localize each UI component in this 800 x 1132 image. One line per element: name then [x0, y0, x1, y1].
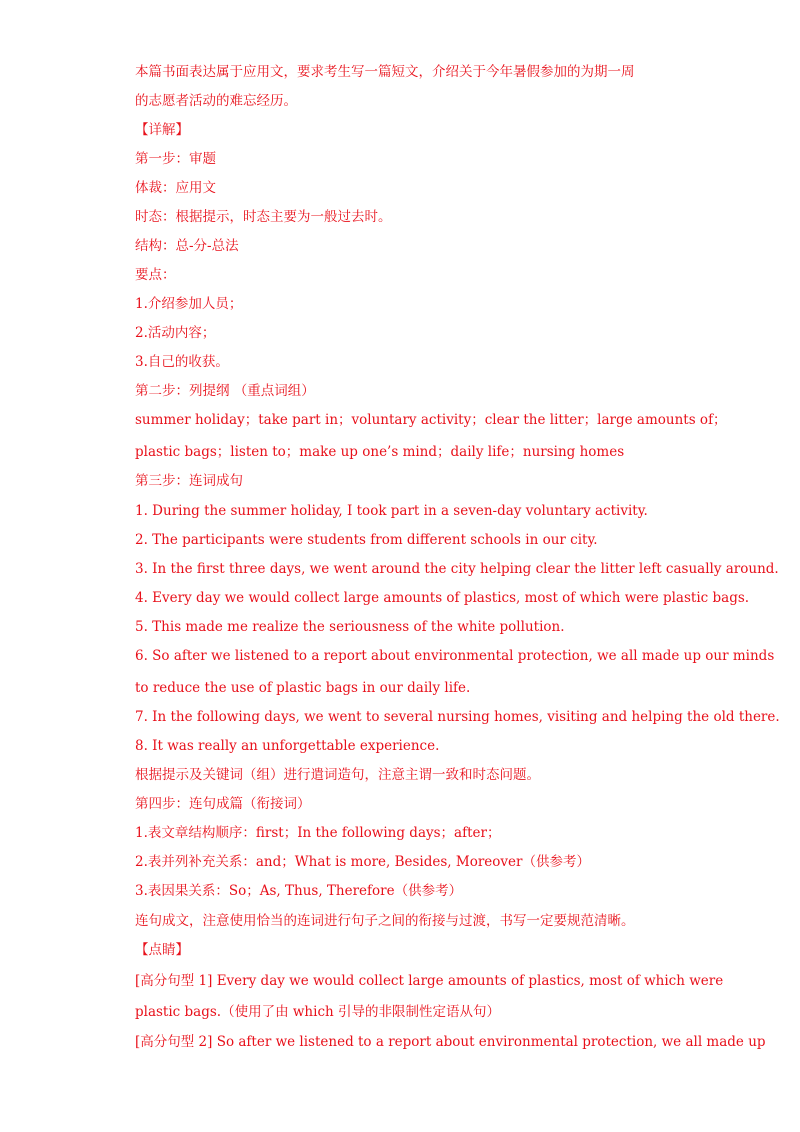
- text-line: 的志愿者活动的难忘经历。: [135, 93, 297, 109]
- text-line: plastic bags；listen to；make up one’s mind；daily life；nursing homes: [135, 444, 625, 460]
- text-line: 本篇书面表达属于应用文，要求考生写一篇短文，介绍关于今年暑假参加的为期一周: [135, 64, 635, 80]
- list-item: 2.活动内容；: [135, 325, 216, 341]
- section-heading: 【点睛】: [135, 942, 189, 958]
- text-line: 根据提示及关键词（组）进行遣词造句，注意主谓一致和时态问题。: [135, 767, 540, 783]
- list-item: 1.介绍参加人员；: [135, 296, 243, 312]
- text-line: [高分句型 1] Every day we would collect large amounts of plastics, most of which were: [135, 973, 724, 989]
- text-line: [高分句型 2] So after we listened to a report about environmental protection, we all made up: [135, 1034, 766, 1050]
- text-line: 连句成文，注意使用恰当的连词进行句子之间的衔接与过渡，书写一定要规范清晰。: [135, 913, 635, 929]
- list-item: 2.表并列补充关系：and；What is more, Besides, Moreover（供参考）: [135, 854, 590, 870]
- list-item: 2. The participants were students from different schools in our city.: [135, 532, 598, 548]
- list-item: 4. Every day we would collect large amounts of plastics, most of which were plastic bags.: [135, 590, 750, 606]
- list-item: 6. So after we listened to a report about environmental protection, we all made up our minds: [135, 648, 775, 664]
- text-line: to reduce the use of plastic bags in our daily life.: [135, 680, 471, 696]
- list-item: 8. It was really an unforgettable experience.: [135, 738, 440, 754]
- text-line: 时态：根据提示，时态主要为一般过去时。: [135, 209, 392, 225]
- list-item: 3.自己的收获。: [135, 354, 229, 370]
- step-heading: 第一步：审题: [135, 151, 216, 167]
- text-line: 体裁：应用文: [135, 180, 216, 196]
- list-item: 1. During the summer holiday, I took part in a seven-day voluntary activity.: [135, 503, 648, 519]
- step-heading: 第三步：连词成句: [135, 473, 243, 489]
- list-item: 7. In the following days, we went to several nursing homes, visiting and helping the old there.: [135, 709, 780, 725]
- text-line: plastic bags.（使用了由 which 引导的非限制性定语从句）: [135, 1004, 500, 1020]
- text-line: 结构：总-分-总法: [135, 238, 239, 254]
- section-heading: 【详解】: [135, 122, 189, 138]
- list-item: 3. In the first three days, we went around the city helping clear the litter left casually around.: [135, 561, 779, 577]
- list-item: 5. This made me realize the seriousness of the white pollution.: [135, 619, 565, 635]
- step-heading: 第四步：连句成篇（衔接词）: [135, 796, 311, 812]
- text-line: summer holiday；take part in；voluntary activity；clear the litter；large amounts of；: [135, 412, 727, 428]
- list-item: 1.表文章结构顺序：first；In the following days；after；: [135, 825, 501, 841]
- step-heading: 第二步：列提纲 （重点词组）: [135, 383, 315, 399]
- text-line: 要点：: [135, 267, 176, 283]
- list-item: 3.表因果关系：So；As, Thus, Therefore（供参考）: [135, 883, 463, 899]
